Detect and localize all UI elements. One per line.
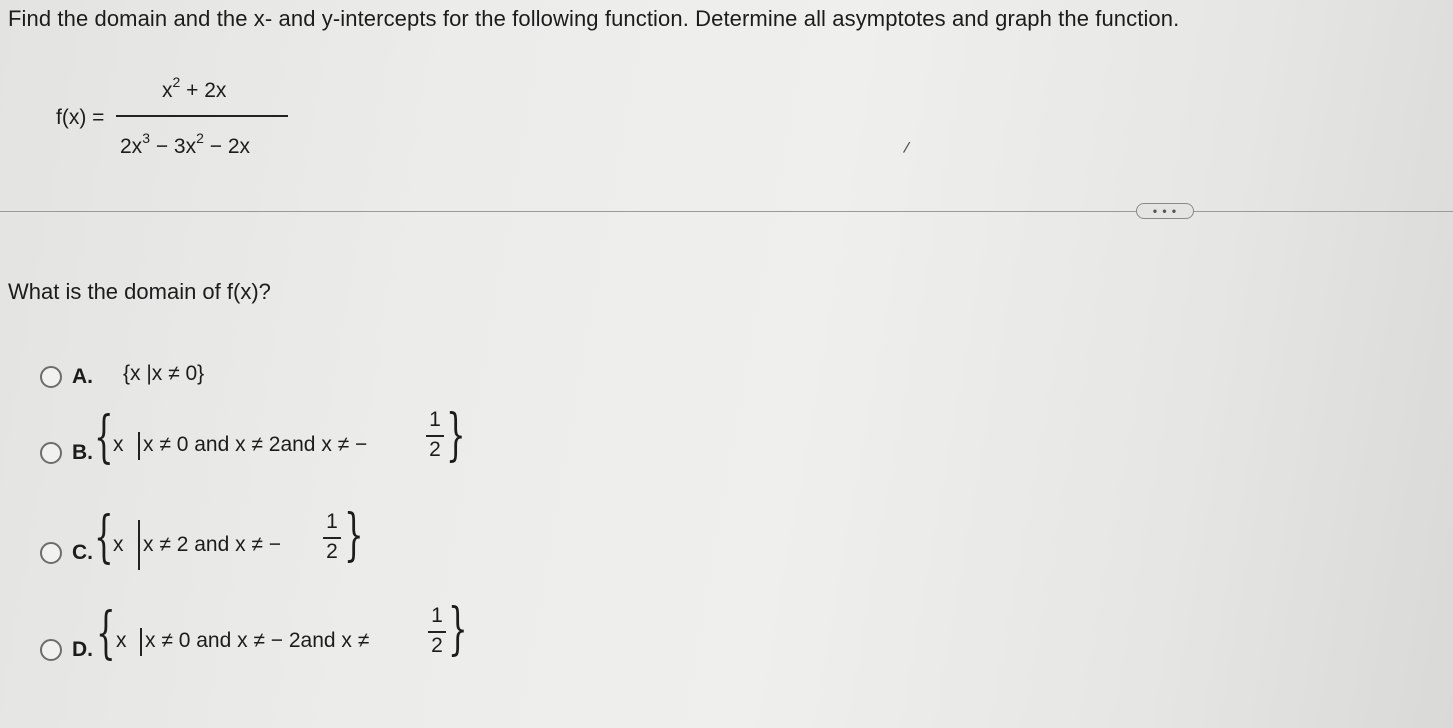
option-d[interactable] bbox=[40, 597, 640, 666]
option-a-set: {x |x ≠ 0} bbox=[123, 362, 205, 385]
function-denominator bbox=[120, 130, 250, 159]
option-letter-b: B. bbox=[72, 441, 93, 464]
question-text: What is the domain of f(x)? bbox=[8, 279, 271, 304]
option-a[interactable] bbox=[40, 350, 640, 410]
set-separator bbox=[140, 628, 142, 656]
option-b-x: x bbox=[113, 433, 124, 456]
option-letter-a: A. bbox=[72, 365, 93, 388]
numerator-exponent: 2 bbox=[172, 74, 181, 90]
more-options-button[interactable] bbox=[1136, 203, 1194, 219]
option-letter-c: C. bbox=[72, 541, 93, 564]
function-label: f(x) = bbox=[56, 106, 105, 129]
fraction-numerator: 1 bbox=[429, 408, 441, 431]
radio-button-d[interactable] bbox=[40, 639, 62, 661]
fraction-denominator: 2 bbox=[431, 634, 443, 657]
denominator-term-3: − 2x bbox=[203, 135, 251, 158]
fraction-line bbox=[428, 631, 446, 633]
fraction-numerator: 1 bbox=[326, 510, 338, 533]
option-c-conditions: x ≠ 2 and x ≠ − bbox=[143, 533, 282, 556]
fraction-bar bbox=[116, 115, 288, 117]
fraction-denominator: 2 bbox=[429, 438, 441, 461]
denominator-term-1: 2x bbox=[120, 135, 143, 158]
ellipsis-icon: • • • bbox=[1152, 204, 1178, 218]
denominator-exponent-2: 2 bbox=[196, 130, 204, 146]
close-brace: } bbox=[448, 597, 468, 662]
option-d-conditions: x ≠ 0 and x ≠ − 2and x ≠ bbox=[145, 629, 370, 652]
fraction-numerator: 1 bbox=[431, 604, 443, 627]
option-b-conditions: x ≠ 0 and x ≠ 2and x ≠ − bbox=[143, 433, 368, 456]
radio-button-a[interactable] bbox=[40, 366, 62, 388]
radio-button-c[interactable] bbox=[40, 542, 62, 564]
fraction-denominator: 2 bbox=[326, 540, 338, 563]
denominator-term-2: − 3x bbox=[149, 135, 197, 158]
option-letter-d: D. bbox=[72, 638, 93, 661]
fraction-line bbox=[426, 435, 444, 437]
numerator-rest: + 2x bbox=[180, 79, 227, 102]
open-brace: { bbox=[96, 601, 116, 666]
option-b[interactable] bbox=[40, 403, 640, 472]
open-brace: { bbox=[94, 405, 114, 470]
option-d-x: x bbox=[116, 629, 127, 652]
close-brace: } bbox=[446, 403, 466, 468]
radio-button-b[interactable] bbox=[40, 442, 62, 464]
close-brace: } bbox=[344, 503, 364, 568]
numerator-base: x bbox=[162, 79, 173, 102]
option-c[interactable] bbox=[40, 503, 640, 570]
section-divider bbox=[0, 211, 1453, 212]
stray-mark: / bbox=[902, 139, 911, 158]
set-separator bbox=[138, 520, 140, 570]
option-c-x: x bbox=[113, 533, 124, 556]
open-brace: { bbox=[94, 505, 114, 570]
fraction-line bbox=[323, 537, 341, 539]
problem-prompt: Find the domain and the x- and y-intercepts for the following function. Determine all asymptotes and graph the function. bbox=[8, 6, 1180, 31]
denominator-exponent-1: 3 bbox=[142, 130, 150, 146]
set-separator bbox=[138, 432, 140, 460]
function-numerator bbox=[162, 74, 226, 103]
